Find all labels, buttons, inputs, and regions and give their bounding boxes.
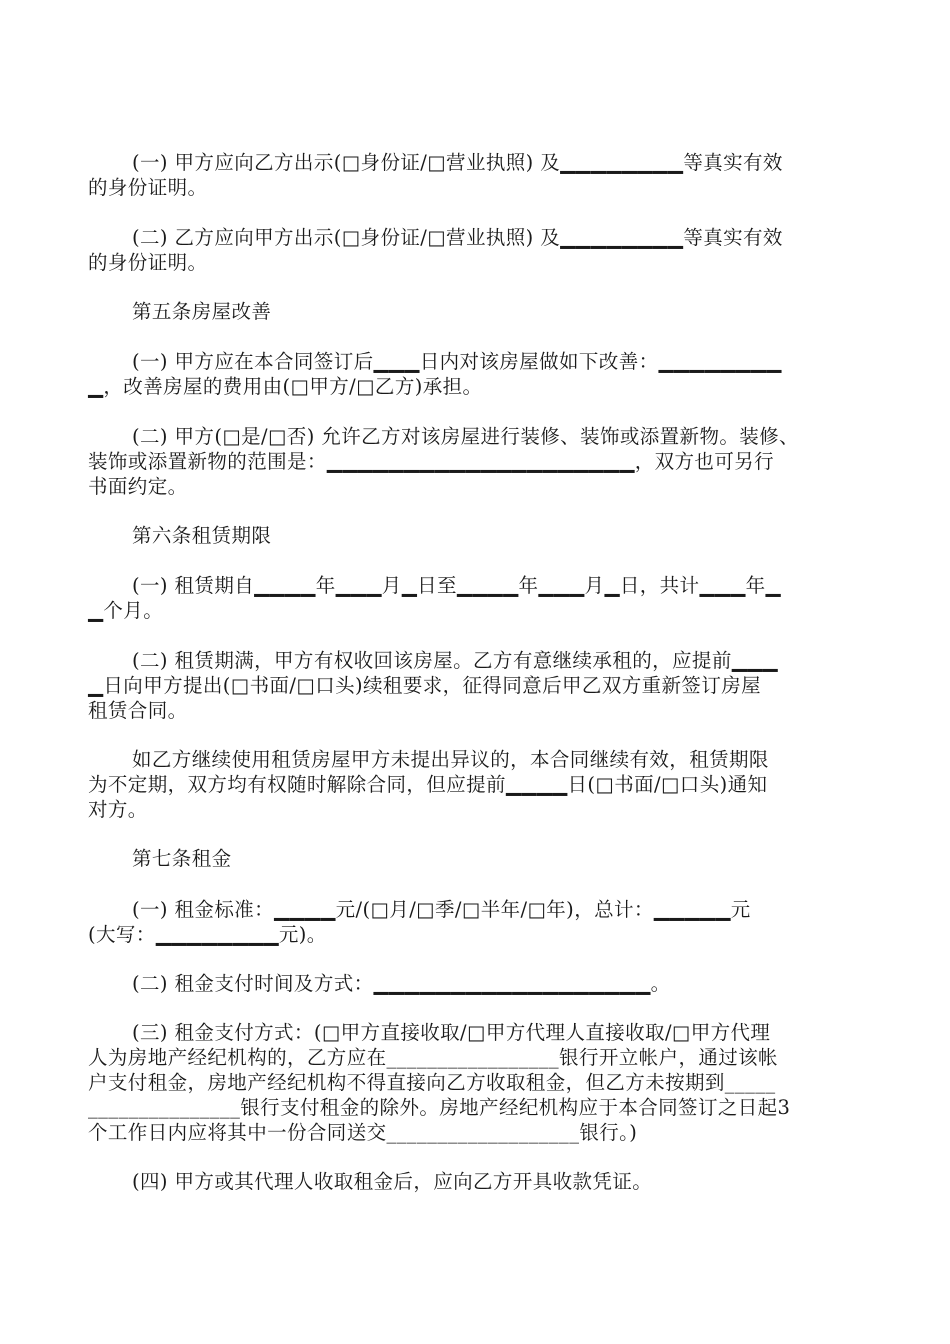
text-line: ▁日向甲方提出(□书面/□口头)续租要求，征得同意后甲乙双方重新签订房屋	[88, 674, 762, 697]
clause-5-1	[88, 349, 864, 399]
clause-7-3	[88, 1020, 864, 1145]
text-line: (二) 甲方(□是/□否) 允许乙方对该房屋进行装修、装饰或添置新物。装修、	[132, 425, 799, 448]
text-line: ▁个月。	[88, 599, 164, 622]
text-line: 人为房地产经纪机构的，乙方应在_________________银行开立帐户，通过该帐	[88, 1046, 778, 1069]
text-line: 户支付租金，房地产经纪机构不得直接向乙方收取租金，但乙方未按期到_____	[88, 1071, 776, 1094]
clause-7-2	[88, 971, 864, 996]
clause-7-1	[88, 897, 864, 947]
text-line: (二) 租赁期满，甲方有权收回该房屋。乙方有意继续承租的，应提前▁▁▁	[132, 649, 778, 672]
text-line: 装饰或添置新物的范围是：▁▁▁▁▁▁▁▁▁▁▁▁▁▁▁▁▁▁▁▁，双方也可另行	[88, 450, 775, 473]
text-line: 对方。	[88, 798, 148, 821]
text-line: 租赁合同。	[88, 699, 188, 722]
text-line: 书面约定。	[88, 475, 188, 498]
text-line: (二) 租金支付时间及方式：▁▁▁▁▁▁▁▁▁▁▁▁▁▁▁▁▁▁。	[132, 972, 671, 995]
clause-4-2	[88, 225, 864, 275]
text-line: (四) 甲方或其代理人收取租金后，应向乙方开具收款凭证。	[132, 1170, 653, 1193]
clause-5-2	[88, 424, 864, 499]
clause-4-1	[88, 150, 864, 200]
text-line: 为不定期，双方均有权随时解除合同，但应提前▁▁▁▁日(□书面/□口头)通知	[88, 773, 768, 796]
clause-6-2	[88, 648, 864, 723]
text-line: 第七条租金	[132, 847, 232, 870]
article-5-heading	[88, 299, 864, 324]
text-line: (三) 租金支付方式：(□甲方直接收取/□甲方代理人直接收取/□甲方代理	[132, 1021, 771, 1044]
text-line: ▁，改善房屋的费用由(□甲方/□乙方)承担。	[88, 375, 483, 398]
text-line: 个工作日内应将其中一份合同送交___________________银行。)	[88, 1121, 638, 1144]
text-line: 第六条租赁期限	[132, 524, 272, 547]
text-line: (一) 租赁期自▁▁▁▁年▁▁▁月▁日至▁▁▁▁年▁▁▁月▁日，共计▁▁▁年▁	[132, 574, 781, 597]
text-line: 如乙方继续使用租赁房屋甲方未提出异议的，本合同继续有效，租赁期限	[132, 748, 769, 771]
article-6-heading	[88, 523, 864, 548]
text-line: _______________银行支付租金的除外。房地产经纪机构应于本合同签订之日起3	[88, 1096, 791, 1119]
article-7-heading	[88, 846, 864, 871]
text-line: 的身份证明。	[88, 251, 208, 274]
text-line: (一) 甲方应在本合同签订后▁▁▁日内对该房屋做如下改善：▁▁▁▁▁▁▁▁	[132, 350, 782, 373]
text-line: (大写：▁▁▁▁▁▁▁▁元)。	[88, 923, 327, 946]
clause-6-extension	[88, 747, 864, 822]
text-line: 第五条房屋改善	[132, 300, 272, 323]
clause-6-1	[88, 573, 864, 623]
text-line: (二) 乙方应向甲方出示(□身份证/□营业执照) 及▁▁▁▁▁▁▁▁等真实有效	[132, 226, 783, 249]
text-line: 的身份证明。	[88, 176, 208, 199]
text-line: (一) 甲方应向乙方出示(□身份证/□营业执照) 及▁▁▁▁▁▁▁▁等真实有效	[132, 151, 783, 174]
text-line: (一) 租金标准：▁▁▁▁元/(□月/□季/□半年/□年)，总计：▁▁▁▁▁元	[132, 898, 751, 921]
clause-7-4	[88, 1169, 864, 1194]
